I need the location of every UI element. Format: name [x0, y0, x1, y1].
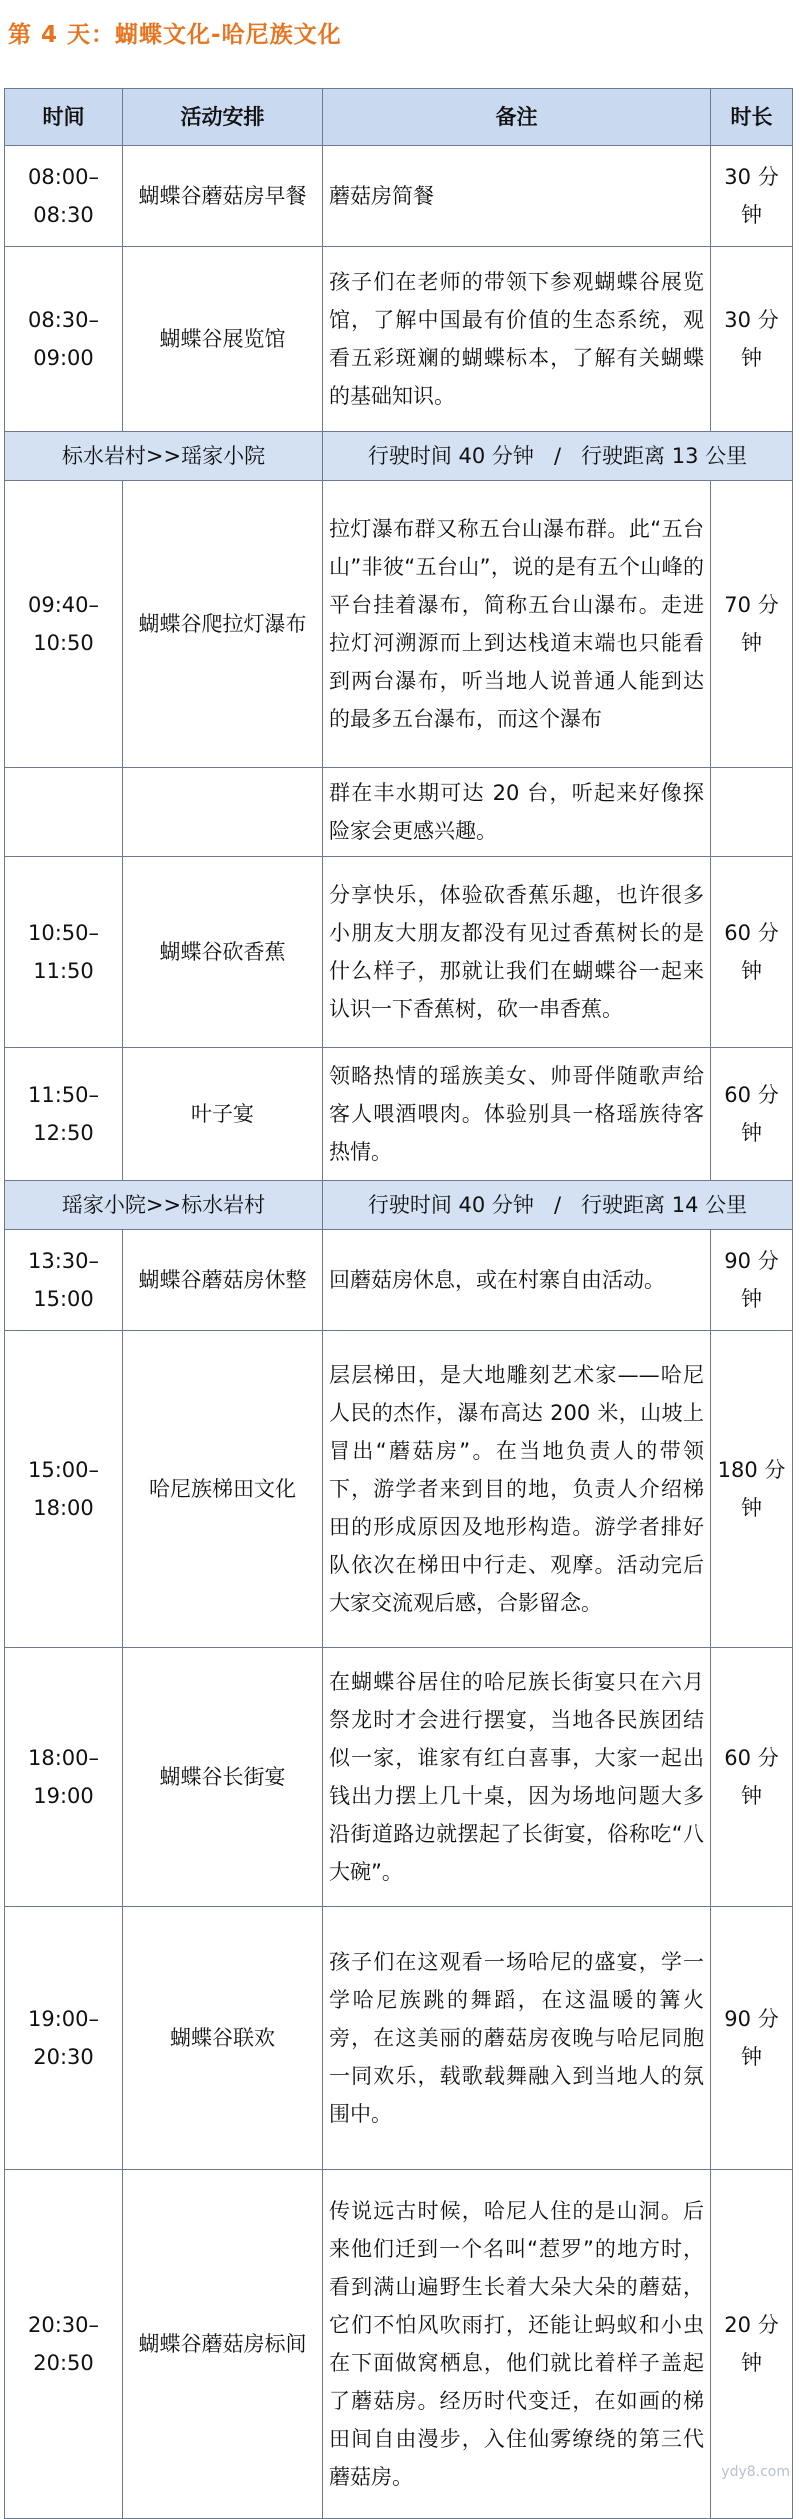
route-from: 标水岩村>>瑶家小院: [5, 432, 323, 481]
note-cell: 层层梯田，是大地雕刻艺术家——哈尼人民的杰作，瀑布高达 200 米，山坡上冒出“蘑菇房”。在当地负责人的带领下，游学者来到目的地，负责人介绍梯田的形成原因及地形构造。游学者排好队依次在梯田中行走、观摩。活动完后大家交流观后感，合影留念。: [323, 1331, 711, 1648]
time-cell: 11:50– 12:50: [5, 1048, 123, 1181]
activity-cell: 蝴蝶谷联欢: [123, 1907, 323, 2170]
duration-cell: 90 分钟: [711, 1907, 793, 2170]
route-info: 行驶时间 40 分钟 / 行驶距离 14 公里: [323, 1181, 793, 1230]
activity-cell: 蝴蝶谷蘑菇房标间: [123, 2170, 323, 2519]
note-cell: 在蝴蝶谷居住的哈尼族长街宴只在六月祭龙时才会进行摆宴，当地各民族团结似一家，谁家有红白喜事，大家一起出钱出力摆上几十桌，因为场地问题大多沿街道路边就摆起了长街宴，俗称吃“八大碗”。: [323, 1648, 711, 1907]
note-cell: 群在丰水期可达 20 台，听起来好像探险家会更感兴趣。: [323, 768, 711, 857]
activity-cell: 蝴蝶谷蘑菇房休整: [123, 1230, 323, 1331]
activity-cell: 蝴蝶谷展览馆: [123, 247, 323, 432]
table-row: [5, 857, 793, 1048]
itinerary-table: [4, 88, 793, 2519]
duration-cell: 60 分钟: [711, 857, 793, 1048]
duration-cell: 30 分钟: [711, 146, 793, 247]
activity-cell: 叶子宴: [123, 1048, 323, 1181]
header-note: 备注: [323, 89, 711, 146]
note-cell: 回蘑菇房休息，或在村寨自由活动。: [323, 1230, 711, 1331]
route-row: [5, 432, 793, 481]
time-cell: 19:00– 20:30: [5, 1907, 123, 2170]
time-cell: 15:00– 18:00: [5, 1331, 123, 1648]
duration-cell: 60 分钟: [711, 1048, 793, 1181]
header-duration: 时长: [711, 89, 793, 146]
time-cell: 18:00– 19:00: [5, 1648, 123, 1907]
duration-cell: 60 分钟: [711, 1648, 793, 1907]
table-row: [5, 146, 793, 247]
table-row: [5, 1230, 793, 1331]
table-row: [5, 1331, 793, 1648]
table-row: [5, 247, 793, 432]
activity-cell: 蝴蝶谷长街宴: [123, 1648, 323, 1907]
activity-cell: 蝴蝶谷爬拉灯瀑布: [123, 481, 323, 768]
table-row: [5, 2170, 793, 2519]
route-row: [5, 1181, 793, 1230]
time-cell: 08:00– 08:30: [5, 146, 123, 247]
header-activity: 活动安排: [123, 89, 323, 146]
route-info: 行驶时间 40 分钟 / 行驶距离 13 公里: [323, 432, 793, 481]
page-title: 第 4 天：蝴蝶文化-哈尼族文化: [8, 22, 342, 48]
duration-cell: 70 分钟: [711, 481, 793, 768]
duration-cell: [711, 768, 793, 857]
header-time: 时间: [5, 89, 123, 146]
note-cell: 孩子们在老师的带领下参观蝴蝶谷展览馆，了解中国最有价值的生态系统，观看五彩斑斓的蝴蝶标本，了解有关蝴蝶的基础知识。: [323, 247, 711, 432]
table-row: [5, 1907, 793, 2170]
activity-cell: 蝴蝶谷蘑菇房早餐: [123, 146, 323, 247]
duration-cell: 20 分钟: [711, 2170, 793, 2519]
note-cell: 分享快乐，体验砍香蕉乐趣，也许很多小朋友大朋友都没有见过香蕉树长的是什么样子，那就让我们在蝴蝶谷一起来认识一下香蕉树，砍一串香蕉。: [323, 857, 711, 1048]
activity-cell: 蝴蝶谷砍香蕉: [123, 857, 323, 1048]
note-cell: 拉灯瀑布群又称五台山瀑布群。此“五台山”非彼“五台山”，说的是有五个山峰的平台挂着瀑布，简称五台山瀑布。走进拉灯河溯源而上到达栈道末端也只能看到两台瀑布，听当地人说普通人能到达的最多五台瀑布，而这个瀑布: [323, 481, 711, 768]
watermark: ydy8.com: [721, 2464, 790, 2480]
duration-cell: 90 分钟: [711, 1230, 793, 1331]
duration-cell: 30 分钟: [711, 247, 793, 432]
table-row: [5, 1048, 793, 1181]
time-cell: [5, 768, 123, 857]
time-cell: 20:30– 20:50: [5, 2170, 123, 2519]
time-cell: 13:30– 15:00: [5, 1230, 123, 1331]
table-header-row: [5, 89, 793, 146]
activity-cell: 哈尼族梯田文化: [123, 1331, 323, 1648]
time-cell: 08:30– 09:00: [5, 247, 123, 432]
table-row: [5, 481, 793, 768]
time-cell: 09:40– 10:50: [5, 481, 123, 768]
table-row: [5, 1648, 793, 1907]
duration-cell: 180 分钟: [711, 1331, 793, 1648]
note-cell: 领略热情的瑶族美女、帅哥伴随歌声给客人喂酒喂肉。体验别具一格瑶族待客热情。: [323, 1048, 711, 1181]
note-cell: 蘑菇房简餐: [323, 146, 711, 247]
note-cell: 传说远古时候，哈尼人住的是山洞。后来他们迁到一个名叫“惹罗”的地方时，看到满山遍野生长着大朵大朵的蘑菇，它们不怕风吹雨打，还能让蚂蚁和小虫在下面做窝栖息，他们就比着样子盖起了蘑菇房。经历时代变迁，在如画的梯田间自由漫步，入住仙雾缭绕的第三代蘑菇房。: [323, 2170, 711, 2519]
table-row: [5, 768, 793, 857]
activity-cell: [123, 768, 323, 857]
route-from: 瑶家小院>>标水岩村: [5, 1181, 323, 1230]
time-cell: 10:50– 11:50: [5, 857, 123, 1048]
note-cell: 孩子们在这观看一场哈尼的盛宴，学一学哈尼族跳的舞蹈，在这温暖的篝火旁，在这美丽的蘑菇房夜晚与哈尼同胞一同欢乐，载歌载舞融入到当地人的氛围中。: [323, 1907, 711, 2170]
